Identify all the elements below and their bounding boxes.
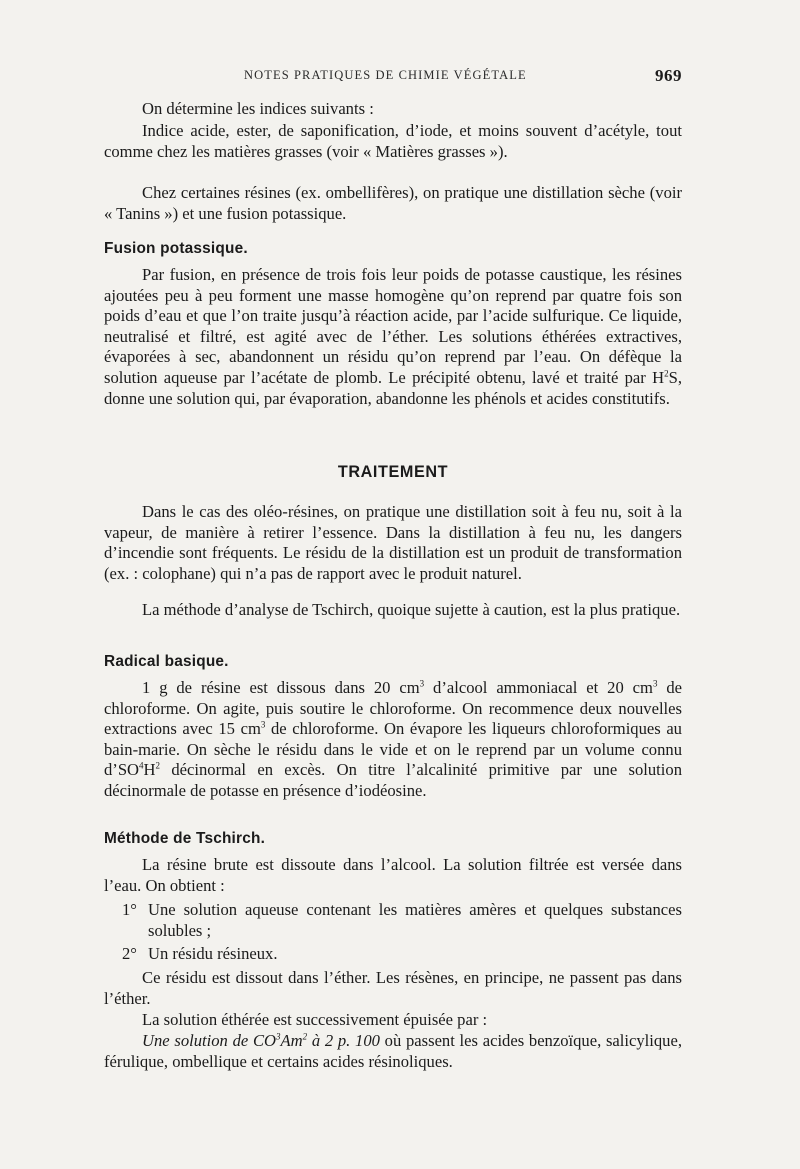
formula-sup-1: 3 xyxy=(276,1031,281,1042)
running-header xyxy=(104,66,682,88)
formula-text-1: Une solution de CO xyxy=(142,1031,276,1050)
list-item xyxy=(104,944,682,965)
fusion-text-a: Par fusion, en présence de trois fois leur poids de potasse caustique, les résines ajoutées peu à peu forment une masse homogène qu’on reprend par quatre fois son poids d’eau et que l’on traite jusqu’à réaction acide, par l’acide sulfurique. Ce liquide, neutralisé et filtré, est agité avec de l’éther. Les solutions éthérées extractives, évaporées à sec, abandonnent un résidu qu’on reprend par l’eau. On défèque la solution aqueuse par l’acétate de plomb. Le précipité obtenu, lavé et traité par H xyxy=(104,265,682,387)
list-item-text: Un résidu résineux. xyxy=(148,944,278,963)
formula-text-2: Am xyxy=(280,1031,303,1050)
traitement-heading: TRAITEMENT xyxy=(337,463,449,481)
radical-text-1: 1 g de résine est dissous dans 20 cm xyxy=(142,678,420,697)
page-number: 969 xyxy=(655,66,682,85)
radical-text-5: H xyxy=(143,760,156,780)
tschirch-paragraph-4-rest: où passent les acides benzoïque, salicylique, férulique, ombellique et certains acides résinoliques. xyxy=(104,1031,682,1071)
tschirch-paragraph-3: La solution éthérée est successivement épuisée par : xyxy=(142,1010,488,1029)
tschirch-paragraph-2: Ce résidu est dissout dans l’éther. Les résènes, en principe, ne passent pas dans l’éther. xyxy=(104,968,682,1008)
intro-paragraph-2: Indice acide, ester, de saponification, d’iode, et moins souvent d’acétyle, tout comme chez les matières grasses (voir « Matières grasses »). xyxy=(104,121,682,161)
list-item-number: 2° xyxy=(122,944,137,963)
formula-sup-2: 2 xyxy=(302,1031,308,1042)
tschirch-heading: Méthode de Tschirch. xyxy=(104,830,266,847)
traitement-paragraph-1: Dans le cas des oléo-résines, on pratique une distillation soit à feu nu, soit à la vapeur, de manière à retirer l’essence. Dans la distillation à feu nu, les dangers d’incendie sont fréquents. Le résidu de la distillation est un produit de transformation (ex. : colophane) qui n’a pas de rapport avec le produit naturel. xyxy=(104,502,682,583)
intro-paragraph-1: On détermine les indices suivants : xyxy=(142,99,374,118)
radical-sup-2: 3 xyxy=(652,678,658,689)
list-item-text: Une solution aqueuse contenant les matières amères et quelques substances solubles ; xyxy=(148,900,682,940)
tschirch-paragraph-4 xyxy=(104,1031,682,1072)
radical-paragraph xyxy=(104,678,682,802)
radical-sup-3: 3 xyxy=(260,719,266,730)
fusion-text-b: S, donne une solution qui, par évaporation, abandonne les phénols et acides constitutifs. xyxy=(104,367,682,408)
list-item-number: 1° xyxy=(122,900,137,919)
radical-heading: Radical basique. xyxy=(104,653,229,670)
fusion-heading: Fusion potassique. xyxy=(104,240,248,257)
radical-sup-4: 4 xyxy=(139,760,144,771)
running-title: NOTES PRATIQUES DE CHIMIE VÉGÉTALE xyxy=(244,68,527,82)
radical-text-2: d’alcool ammoniacal et 20 cm xyxy=(424,678,653,697)
fusion-paragraph xyxy=(104,265,682,409)
radical-text-6: décinormal en excès. On titre l’alcalinité primitive par une solution décinormale de potasse en présence d’iodéosine. xyxy=(104,760,682,800)
traitement-paragraph-2: La méthode d’analyse de Tschirch, quoique sujette à caution, est la plus pratique. xyxy=(142,600,681,619)
intro-paragraph-3: Chez certaines résines (ex. ombellifères), on pratique une distillation sèche (voir « Tanins ») et une fusion potassique. xyxy=(104,183,682,223)
radical-text-3: de chloroforme. On agite, puis soutire le chloroforme. On recommence deux nouvelles extractions avec 15 cm xyxy=(104,678,683,739)
list-item xyxy=(104,900,682,941)
fusion-superscript: 2 xyxy=(664,368,669,379)
tschirch-paragraph-1: La résine brute est dissoute dans l’alcool. La solution filtrée est versée dans l’eau. On obtient : xyxy=(104,855,682,895)
radical-sup-1: 3 xyxy=(419,678,425,689)
radical-text-4: de chloroforme. On évapore les liqueurs chloroformiques au bain-marie. On sèche le résidu dans le vide et on le reprend par un volume connu d’SO xyxy=(104,719,682,780)
radical-sup-5: 2 xyxy=(155,760,161,771)
formula-text-3: à 2 p. 100 xyxy=(307,1031,380,1050)
